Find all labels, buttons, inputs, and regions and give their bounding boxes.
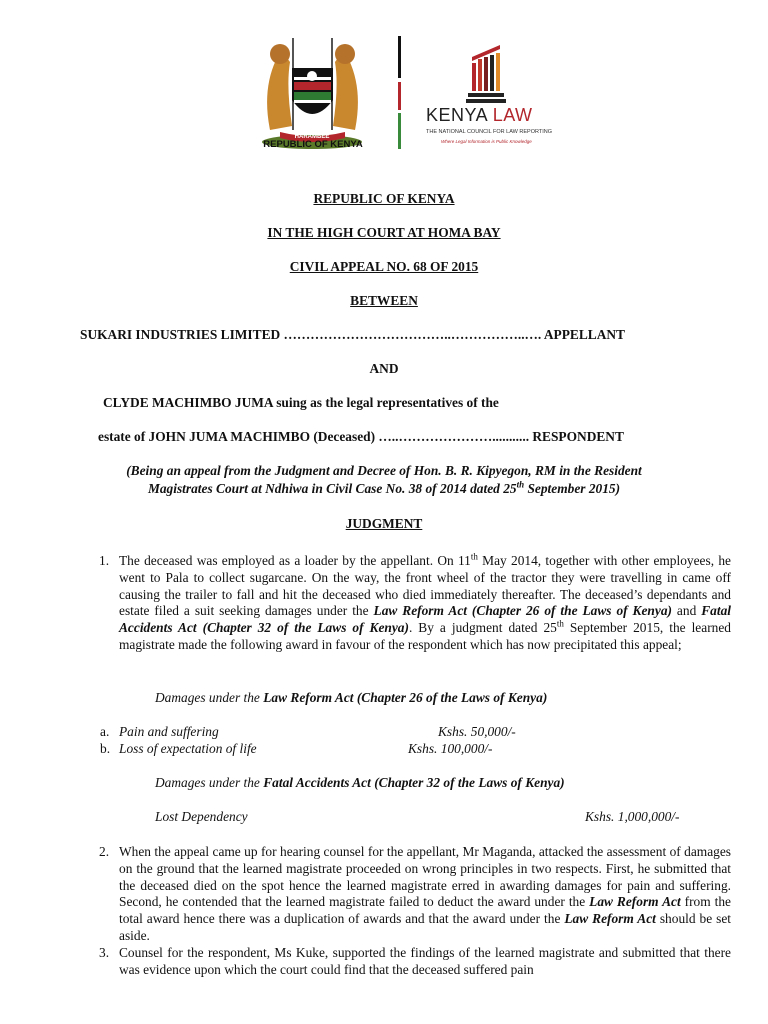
court-heading: IN THE HIGH COURT AT HOMA BAY xyxy=(267,225,501,240)
appellant-line: SUKARI INDUSTRIES LIMITED ………………………………..……………..…. APPELLANT xyxy=(80,327,625,342)
paragraph-1: The deceased was employed as a loader by the appellant. On 11th May 2014, together with other employees, he went to Pala to collect sugarcane. On the way, the front wheel of the tractor they were travelling in came off causing the trailer to fall and hit the deceased who died immediately thereafter. The deceased’s dependants and estate filed a suit seeking damages under the Law Reform Act (Chapter 26 of the Laws of Kenya) and Fatal Accidents Act (Chapter 32 of the Laws of Kenya). By a judgment dated 25th September 2015, the learned magistrate made the following award in favour of the respondent which has now precipitated this appeal; xyxy=(119,551,731,652)
kenya-law-subtitle: THE NATIONAL COUNCIL FOR LAW REPORTING xyxy=(426,129,553,135)
appeal-note-line-1: (Being an appeal from the Judgment and Decree of Hon. B. R. Kipyegon, RM in the Resident xyxy=(126,463,642,478)
motto-text: HARAMBEE xyxy=(294,134,330,140)
republic-heading: REPUBLIC OF KENYA xyxy=(313,191,455,206)
between-heading: BETWEEN xyxy=(350,293,418,308)
item-a-letter: a. xyxy=(100,724,110,739)
item-b-label: Loss of expectation of life xyxy=(119,741,257,756)
fatal-accidents-damages-heading: Damages under the Fatal Accidents Act (Chapter 32 of the Laws of Kenya) xyxy=(155,775,565,790)
kenya-law-pillars-icon xyxy=(466,45,506,105)
paragraph-3: Counsel for the respondent, Ms Kuke, supported the findings of the learned magistrate and submitted that there was evidence upon which the court could find that the deceased suffered pain xyxy=(119,945,731,977)
divider-bar-green xyxy=(398,113,401,149)
kenya-law-tagline: Where Legal Information is Public Knowledge xyxy=(441,139,532,144)
paragraph-1-number: 1. xyxy=(99,553,110,568)
judgment-heading: JUDGMENT xyxy=(345,516,423,531)
lost-dependency-label: Lost Dependency xyxy=(155,809,248,824)
divider-bar-black xyxy=(398,36,401,78)
item-a-label: Pain and suffering xyxy=(119,724,219,739)
divider-bar-red xyxy=(398,82,401,110)
appeal-number-heading: CIVIL APPEAL NO. 68 OF 2015 xyxy=(289,259,479,274)
lost-dependency-amount: Kshs. 1,000,000/- xyxy=(585,809,680,824)
respondent-line-1: CLYDE MACHIMBO JUMA suing as the legal representatives of the xyxy=(103,395,499,410)
law-reform-damages-heading: Damages under the Law Reform Act (Chapter 26 of the Laws of Kenya) xyxy=(155,690,548,705)
paragraph-3-number: 3. xyxy=(99,945,110,960)
item-a-amount: Kshs. 50,000/- xyxy=(438,724,516,739)
coat-of-arms-caption: REPUBLIC OF KENYA xyxy=(263,139,363,150)
appeal-note-line-2: Magistrates Court at Ndhiwa in Civil Case No. 38 of 2014 dated 25th September 2015) xyxy=(147,479,621,496)
item-b-letter: b. xyxy=(100,741,111,756)
item-b-amount: Kshs. 100,000/- xyxy=(408,741,493,756)
paragraph-2-number: 2. xyxy=(99,844,110,859)
coat-of-arms-logo xyxy=(240,30,385,152)
and-heading: AND xyxy=(369,361,399,376)
paragraph-2: When the appeal came up for hearing counsel for the appellant, Mr Maganda, attacked the assessment of damages on the ground that the learned magistrate proceeded on wrong principles in two respects. First, he submitted that the deceased died on the spot hence the learned magistrate erred in awarding damages for pain and suffering. Second, he contended that the learned magistrate failed to deduct the award under the Law Reform Act from the total award hence there was a duplication of awards and that the award under the Law Reform Act should be set aside. xyxy=(119,844,732,943)
kenya-law-wordmark: KENYA LAW xyxy=(426,105,533,125)
respondent-line-2: estate of JOHN JUMA MACHIMBO (Deceased) …..…………………........... RESPONDENT xyxy=(98,429,624,444)
